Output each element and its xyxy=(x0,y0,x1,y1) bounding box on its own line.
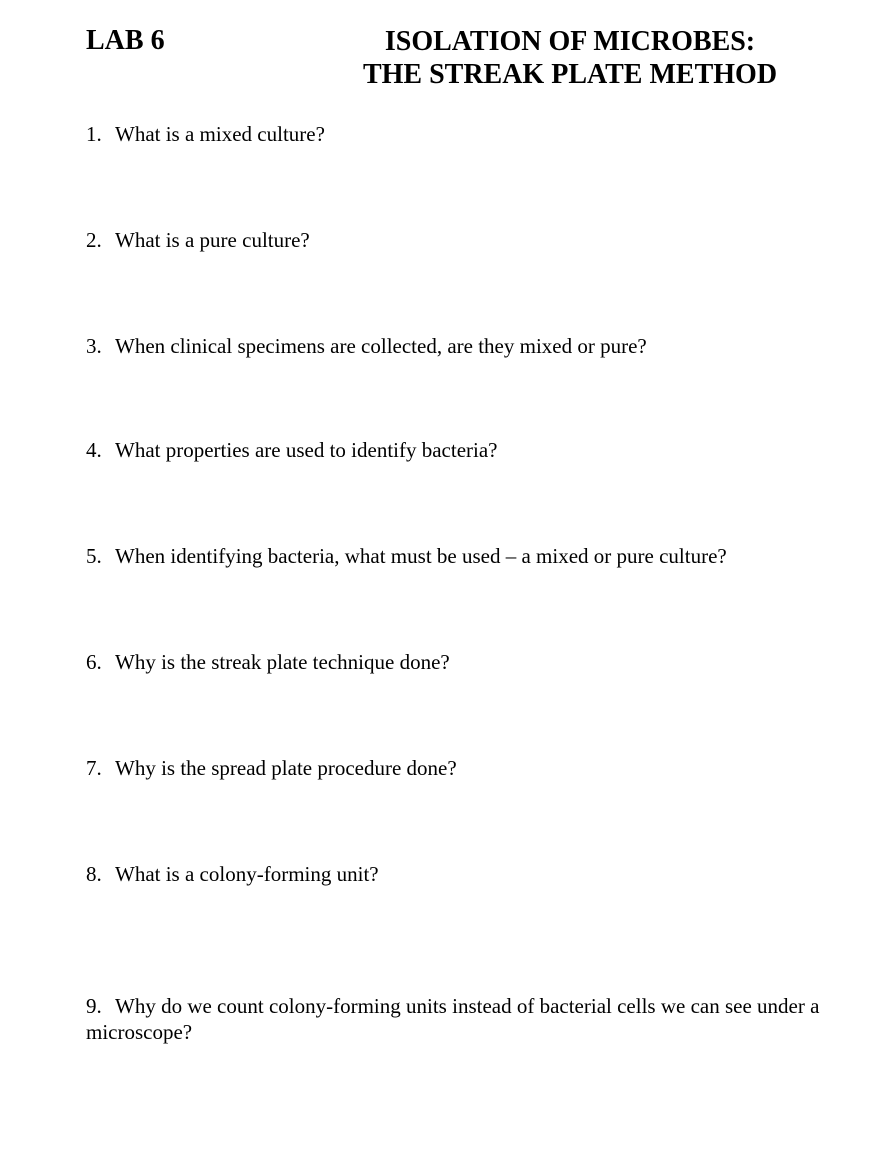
question-text: Why do we count colony-forming units instead of bacterial cells we can see under a xyxy=(115,994,820,1018)
title-line-2: THE STREAK PLATE METHOD xyxy=(362,59,778,90)
question-number: 4. xyxy=(86,438,102,462)
question-text: Why is the streak plate technique done? xyxy=(115,650,450,674)
question-text: Why is the spread plate procedure done? xyxy=(115,756,457,780)
question-6 xyxy=(86,649,450,675)
question-number: 3. xyxy=(86,334,102,358)
question-number: 9. xyxy=(86,994,102,1018)
title-line-1: ISOLATION OF MICROBES: xyxy=(384,26,756,57)
question-1 xyxy=(86,121,325,147)
question-8 xyxy=(86,861,379,887)
question-4 xyxy=(86,437,498,463)
question-number: 8. xyxy=(86,862,102,886)
question-number: 5. xyxy=(86,544,102,568)
lab-number: LAB 6 xyxy=(86,25,165,56)
question-number: 2. xyxy=(86,228,102,252)
question-text: When identifying bacteria, what must be used – a mixed or pure culture? xyxy=(115,544,727,568)
question-text: What is a mixed culture? xyxy=(115,122,325,146)
question-9 xyxy=(86,993,880,1045)
question-2 xyxy=(86,227,310,253)
question-7 xyxy=(86,755,457,781)
question-3 xyxy=(86,333,647,359)
question-text: What is a colony-forming unit? xyxy=(115,862,379,886)
question-text: What properties are used to identify bacteria? xyxy=(115,438,498,462)
page-title xyxy=(300,25,840,91)
question-line-1 xyxy=(86,993,880,1019)
question-number: 7. xyxy=(86,756,102,780)
question-5 xyxy=(86,543,727,569)
question-text: When clinical specimens are collected, are they mixed or pure? xyxy=(115,334,647,358)
question-number: 6. xyxy=(86,650,102,674)
question-text: What is a pure culture? xyxy=(115,228,310,252)
question-number: 1. xyxy=(86,122,102,146)
question-line-2: microscope? xyxy=(86,1020,193,1044)
